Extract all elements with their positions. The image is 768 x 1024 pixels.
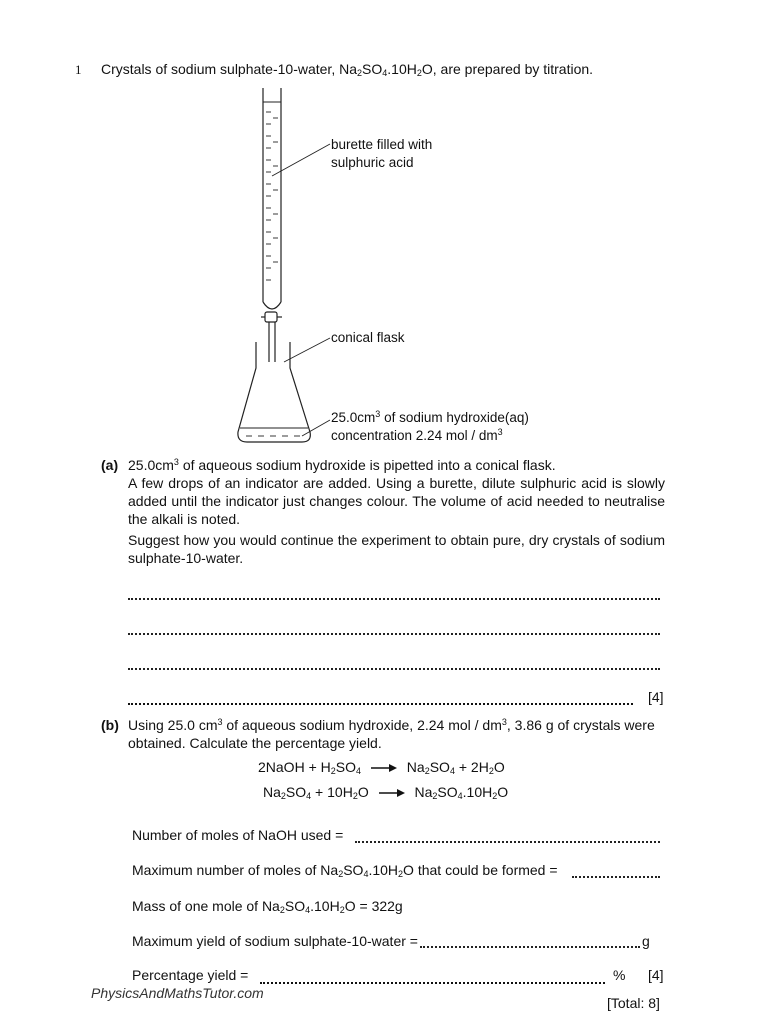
answer-line-a1[interactable] — [128, 598, 660, 600]
reaction-arrow-icon — [379, 789, 405, 797]
part-b-marks: [4] — [648, 967, 664, 983]
moles-naoh-answer[interactable] — [355, 841, 660, 843]
equation-1: 2NaOH + $H_2SO_4$ $Na_2SO_4 + 2H_2O$ — [258, 759, 505, 776]
answer-line-a3[interactable] — [128, 668, 660, 670]
max-yield-answer[interactable] — [420, 946, 640, 948]
max-yield-prompt: Maximum yield of sodium sulphate-10-water = — [132, 933, 418, 949]
pct-unit: % — [613, 967, 626, 983]
part-a-paragraph: A few drops of an indicator are added. Using a burette, dilute sulphuric acid is slowly added until the indicator just changes colour. The volume of acid needed to neutralise the alkali is noted. — [128, 475, 665, 527]
answer-line-a2[interactable] — [128, 633, 660, 635]
burette-label: burette filled with sulphuric acid — [331, 137, 433, 170]
max-yield-unit: g — [642, 933, 650, 949]
question-intro: Crystals of sodium sulphate-10-water, $Na_2SO_4.10H_2O$, are prepared by titration. — [101, 61, 594, 78]
answer-line-a4[interactable] — [128, 703, 633, 705]
part-b-label: (b) — [101, 717, 119, 733]
part-b-line2: obtained. Calculate the percentage yield. — [128, 735, 382, 751]
pct-yield-prompt: Percentage yield = — [132, 967, 249, 983]
part-a-label: (a) — [101, 457, 119, 473]
equation-2: $Na_2SO_4 + 10H_2O$ $Na_2SO_4.10H_2O$ — [263, 784, 509, 801]
titration-apparatus-diagram — [220, 80, 340, 452]
flask-label: conical flask — [331, 330, 405, 345]
reaction-arrow-icon — [371, 764, 397, 772]
moles-naoh-prompt: Number of moles of NaOH used = — [132, 827, 344, 843]
max-moles-prompt: Maximum number of moles of $Na_2SO_4.10H_2O$ that could be formed = — [132, 862, 558, 879]
part-a-line1: $25.0cm^3$ of aqueous sodium hydroxide is pipetted into a conical flask. — [128, 457, 556, 473]
watermark: PhysicsAndMathsTutor.com — [91, 985, 264, 1001]
total-marks: [Total: 8] — [607, 995, 660, 1011]
molar-mass-statement: Mass of one mole of $Na_2SO_4.10H_2O = 322g$ — [132, 898, 403, 915]
question-number: 1 — [75, 62, 82, 77]
pct-yield-answer[interactable] — [260, 982, 605, 984]
part-b-line1: Using 25.0 $cm^3$ of aqueous sodium hydroxide, 2.24 mol / $dm^3$, 3.86 g of crystals were — [128, 717, 655, 733]
part-a-prompt: Suggest how you would continue the experiment to obtain pure, dry crystals of sodium sulphate-10-water. — [128, 532, 665, 566]
solution-label: $25.0cm^3$ of sodium hydroxide(aq) concentration 2.24 mol / $dm^3$ — [331, 409, 529, 443]
part-a-marks: [4] — [648, 689, 664, 705]
max-moles-answer[interactable] — [572, 876, 660, 878]
